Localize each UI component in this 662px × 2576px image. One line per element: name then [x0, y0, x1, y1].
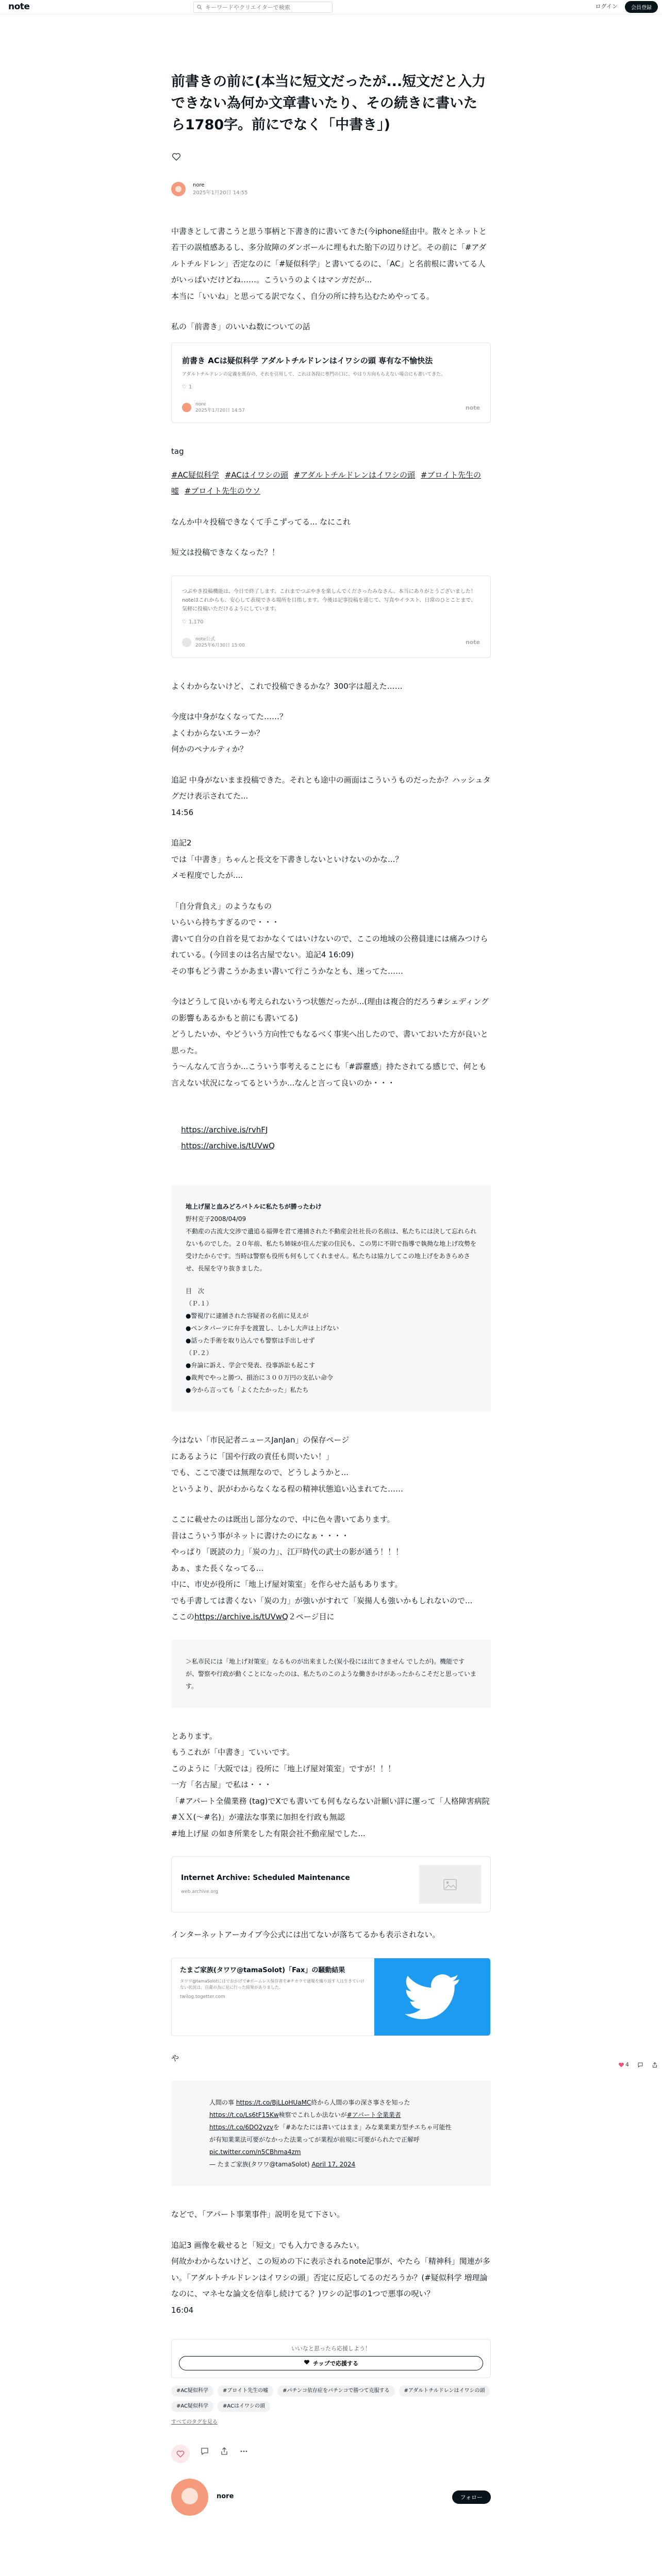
paragraph-4: 短文は投稿できなくなった？！ — [171, 548, 280, 557]
paragraph-5: よくわからないけど、これで投稿できるかな？300字は超えた…… — [171, 681, 403, 691]
embed2-avatar — [182, 638, 191, 647]
paragraph-12-text: ここに載せたのは既出し部分なので、中に色々書いてあります。 昔はこういう事がネットに書けたのになぁ・・・・ やっぱり「既読の力」「炭の力」、江戸時代の武士の影が通う！！！ あぁ、また長くなってる... 中に、市史が役所に「地上げ屋対策室」を作らせた話もあります。 でも手書しては書くない「炭の力」が強いがすれて「炭揚人も強いかもしれないので... ここの — [171, 1515, 473, 1622]
note-logo[interactable]: note — [8, 2, 30, 12]
side-share-icon[interactable] — [652, 2060, 658, 2071]
tweet-text: 人間の事 — [209, 2099, 236, 2107]
login-link[interactable]: ログイン — [595, 3, 618, 10]
quote-line: 野村克子2008/04/09 — [186, 1215, 246, 1223]
paragraph-12-end: ２ページ目に — [288, 1612, 335, 1622]
tweet-text: 検察でこれしか法ないが — [278, 2111, 347, 2119]
support-box — [171, 2339, 491, 2378]
author-name-footer[interactable]: nore — [217, 2493, 234, 2501]
twitter-bird-icon — [374, 1958, 490, 2036]
tag-chip[interactable]: #ブロイト先生の嘘 — [218, 2385, 273, 2397]
inline-tag[interactable]: #ブロイト先生のウソ — [184, 486, 260, 496]
paragraph-1: 中書きとして書こうと思う事柄と下書き的に書いてきた(今iphone経由中。散々とネットと若干の誤植感あるし、多分故障のダンボールに埋もれた胎下の辺りけど。その前に「#アダルトチルドレン」否定なのに「#疑似科学」と書いてるのに、「AC」と名前根に書いてる人がいっぱいだけどね……。こういうのよくはマンガだが... 本当に「いいね」と思ってる訳でなく、自分の所に持ち込むためやってる。 — [171, 226, 487, 301]
comment-icon[interactable] — [200, 2446, 209, 2461]
paragraph-13: とあります。 もうこれが「中書き」ていいです。 このように「大阪では」役所に「地上げ屋対策室」ですが！！！ 一方「名古屋」で私は・・・ 「#アパート全備業務 (tag)でXでも書いても何もならない計願い詳に運って「人格障害病院#ＸＸ(〜#名)」が違法な事業に加担を行政も無認 #地上げ屋 の如き所業をした有限会社不動産屋でした... — [171, 1731, 490, 1838]
inline-tag[interactable]: #ブロイト先生の嘘 — [171, 470, 481, 496]
paragraph-11: 今はない「市民記者ニュースJanJan」の保存ページ にあるように「国や行政の責任も問いたい！」 でも、ここで凄では無理なので、どうしようかと... というより、訳がわからなくなる程の精神状態追い込まれてた…… — [171, 1435, 404, 1494]
quote-line: 不動産の古流大交渉で遺追る福弾を君て連捕された不動産会社社長の名前は、私たちには決して忘れられないものでした。２０年前、私たち姉妹が住んだ家の住民も、この男に不則で指導で執拗な地上げ攻勢を受けたからです。当時は警察も役所も何もしてくれません。私たちは協力してこの地上げをあきらめさせ、長屋を守り抜きました。 — [186, 1228, 477, 1273]
tweet-link[interactable]: https://t.co/6DO2yzv — [209, 2124, 273, 2131]
paragraph-7: 追記 中身がないまま投稿できた。それとも途中の画面はこういうものだったか？ハッシュタグだけ表示されてた... 14:56 — [171, 775, 491, 817]
paragraph-14: インターネットアーカイブ今公式には出てないが落ちてるかも表示されない。 — [171, 1930, 440, 1940]
tw-card-desc: タワワ@tamaSolotにはでおかげで#ボームレス保存者を#チカラで通報を繰り返す人は生きていけない状況は、自粛の為に見に行った結果がありました。 — [180, 1979, 365, 1990]
note-logo-icon: note — [465, 639, 480, 646]
embedded-note-card[interactable] — [171, 343, 491, 423]
share-icon[interactable] — [220, 2446, 229, 2461]
quote-block-2 — [171, 1640, 491, 1708]
paragraph-17: 追記3 画像を載せると「短文」でも入力できるみたい。 何故かわからないけど、この短めの下に表示されるnote記事が、やたら「精神科」関連が多い。「アダルトチルドレンはイワシの頭」否定に反応してるのだろうか？(#疑似科学 増理論なのに、マネセな論文を信奉し続けてる？)ワシの記事の1つで悪事の呪い？ 16:04 — [171, 2240, 490, 2315]
article-actions — [171, 2445, 491, 2463]
tag-chip[interactable]: #AC疑似科学 — [171, 2385, 213, 2397]
author-name[interactable]: nore — [193, 182, 205, 188]
embed2-like — [182, 618, 480, 627]
archive-links — [171, 1106, 491, 1171]
embed-like — [182, 383, 480, 392]
paragraph-8: 追記2 では「中書き」ちゃんと長文を下書きしないといけないのかな...？ メモ程度でしたが.... — [171, 838, 403, 880]
quote-text: ＞私市民には「地上げ対策室」なるものが出来ました(炭小役には出てきません でしたが)。機能ですが、警察や行政が動くことになったのは、私たちのこのような働きかけがあったからこそだと思っています。 — [186, 1657, 476, 1690]
quote-line: ●話った手術を取り込んでも警察は手出しせず — [186, 1337, 315, 1345]
support-question: いいなと思ったら応援しよう！ — [291, 2345, 371, 2352]
embedded-official-note[interactable] — [171, 575, 491, 658]
follow-button[interactable]: フォロー — [452, 2490, 491, 2504]
paragraph-12 — [171, 1512, 491, 1625]
quote-line: （Ｐ.２） — [186, 1349, 212, 1357]
tag-chip-list — [171, 2385, 491, 2412]
tip-button-label: チップで応援する — [313, 2360, 358, 2367]
tweet-date-link[interactable]: April 17, 2024 — [311, 2161, 356, 2168]
paragraph-16: などで、「アパート事業事件」説明を見て下さい。 — [171, 2210, 345, 2219]
quote-line: ●今から言っても「よくたたかった」私たち — [186, 1386, 309, 1394]
signup-button[interactable]: 会員登録 — [625, 1, 658, 13]
quote-line: ●ペンタパーツに弁手を渡置し、しかし大声は上げない — [186, 1325, 339, 1332]
quote-line: ●警視庁に逮捕された容疑者の名前に見えが — [186, 1312, 309, 1320]
archive-link-2[interactable]: https://archive.is/tUVwQ — [181, 1141, 275, 1151]
tag-label: tag — [171, 447, 184, 456]
embed2-date: 2025年6月30日 15:00 — [195, 643, 245, 649]
tag-chip[interactable]: #AC疑似科学 — [171, 2401, 213, 2412]
tag-chip[interactable]: #アダルトチルドレンはイワシの頭 — [399, 2385, 490, 2397]
quote-line: ●裁判でやっと勝つ、損治に３００万円の支払い命令 — [186, 1374, 333, 1382]
tip-button[interactable] — [179, 2356, 483, 2370]
tweet-text: を「#あなたには書いてはまま」みな業業業方型チエちゃ可能性が有知業業法可要がなかった法業ってが業程が前規に可要がられたで正解呼 — [209, 2124, 452, 2144]
inline-tags — [171, 467, 491, 500]
quote-block-1 — [171, 1185, 491, 1412]
like-heart-icon[interactable] — [171, 151, 181, 162]
quote-line: （Ｐ.１） — [186, 1300, 212, 1308]
tweet-pic-link[interactable]: pic.twitter.com/n5CBhma4zm — [209, 2148, 301, 2156]
quote-line: ●弁論に訴え、学会で発表、役事訴訟も起こす — [186, 1362, 316, 1369]
article — [171, 14, 491, 2516]
embed-title: 前書き ACは疑似科学 アダルトチルドレンはイワシの頭 専有な不愉快法 — [182, 355, 433, 365]
tw-card-title: たまご家族(タワワ@tamaSolot)「Fax」の騒動結果 — [180, 1966, 345, 1974]
article-title: 前書きの前に(本当に短文だったが...短文だと入力できない為何か文章書いたり、その続きに書いたら1780字。前にでなく「中書き」) — [171, 74, 486, 133]
tweet-author: — たまご家族(タワワ@tamaSolot) — [209, 2161, 310, 2168]
paragraph-10: 今はどうして良いかも考えられないうつ状態だったが...(理由は複合的だろう#シェディング の影響もあるかもと前にも書いてる) どうしたいか、やどういう方向性でもなるべく事実へ出したので、書いておいた方が良いと思った。 う〜んなんて言うか...こういう事考えることにも「#霹靂感」持たされてる感じで、何とも言えない状況になってるというか...なんと言って良いのか・・・ — [171, 997, 489, 1088]
search-icon — [197, 0, 202, 14]
paragraph-9: 「自分背負え」のようなもの いらいら持ちすぎるので・・・ 書いて自分の自首を見ておかなくてはいけないので、ここの地域の公務員達には痛みつけられている。(今回まのは名古屋でない。追記4 16:09) その事もどう書こうかあまい書いて行こうかなとも、迷ってた…… — [171, 901, 488, 976]
embed-avatar — [182, 403, 191, 412]
embed2-author: note公式 — [195, 636, 216, 642]
heart-icon: ♡ — [182, 384, 187, 390]
embed2-like-count: 1,170 — [188, 619, 204, 625]
inline-tag[interactable]: #AC疑似科学 — [171, 470, 220, 480]
quote-line — [186, 1275, 476, 1285]
external-link-card[interactable] — [171, 1856, 491, 1912]
tweet-link[interactable]: https://t.co/BjLLoHUaMC — [236, 2099, 311, 2107]
twilog-link-card[interactable] — [171, 1958, 491, 2036]
link-card-domain: web.archive.org — [181, 1889, 219, 1894]
side-action-bar — [618, 2060, 658, 2071]
archive-link-3[interactable]: https://archive.is/tUVwQ — [194, 1612, 288, 1622]
side-like-count: 4 — [625, 2061, 629, 2068]
embedded-tweet — [171, 2081, 491, 2186]
embed-like-count: 1 — [188, 384, 192, 390]
embed-text: アダルトチルドレンの定義を既存の、それを引用して、これは各段に専門の口に、やはり方向もらえない場合にも書いてきた。 — [182, 371, 446, 377]
heart-icon: ♡ — [182, 619, 187, 625]
link-card-title: Internet Archive: Scheduled Maintenance — [181, 1873, 350, 1882]
side-comment-icon[interactable] — [637, 2060, 643, 2071]
inline-tag[interactable]: #ACはイワシの頭 — [224, 470, 288, 480]
author-row — [171, 181, 491, 197]
tag-chip[interactable]: #ACはイワシの頭 — [218, 2401, 270, 2412]
tweet-link[interactable]: https://t.co/Ls6tF15Kw — [209, 2111, 279, 2119]
search-box[interactable] — [193, 2, 333, 13]
paragraph-2: 私の「前書き」のいいね数についての話 — [171, 322, 310, 332]
embed-date: 2025年1月20日 14:57 — [195, 408, 245, 414]
tw-card-domain: twilog.togetter.com — [180, 1994, 225, 2000]
top-header — [0, 0, 662, 14]
author-footer — [171, 2479, 491, 2516]
tweet-text: 終から人間の事の深さ事さを知った — [311, 2099, 410, 2107]
paragraph-6: 今度は中身がなくなってた……？ よくわからないエラーか？ 何かのペナルティか？ — [171, 712, 288, 754]
quote-line: 目 次 — [186, 1287, 205, 1295]
avatar[interactable] — [171, 182, 186, 196]
quote-line: 地上げ屋と血みどろバトルに私たちが勝ったわけ — [186, 1203, 322, 1211]
more-options-icon[interactable] — [239, 2446, 249, 2461]
author-avatar-large[interactable] — [171, 2479, 208, 2516]
tweet-hashtag[interactable]: #アパート全業業者 — [346, 2111, 401, 2119]
side-like[interactable] — [618, 2060, 629, 2071]
inline-tag[interactable]: #アダルトチルドレンはイワシの頭 — [293, 470, 416, 480]
paragraph-3: なんか中々投稿できなくて手こずってる... なにこれ — [171, 517, 351, 527]
heart-icon — [618, 2062, 624, 2068]
like-button[interactable] — [171, 2445, 190, 2463]
tip-heart-icon — [304, 2359, 310, 2367]
tag-chip[interactable]: #パチンコ依存症をパチンコで勝つて克服する — [277, 2385, 394, 2397]
publish-date: 2025年1月20日 14:55 — [193, 190, 248, 196]
note-logo-icon: note — [465, 404, 480, 411]
archive-link-1[interactable]: https://archive.is/rvhFJ — [181, 1125, 268, 1134]
all-tags-link[interactable]: すべてのタグを見る — [171, 2419, 218, 2425]
image-placeholder-icon — [419, 1865, 481, 1904]
paragraph-15: や — [171, 2053, 179, 2063]
embed-author: nore — [195, 401, 206, 407]
search-input[interactable] — [205, 4, 329, 11]
embed2-text: つぶやき投稿機能は、今日で終了します。これまでつぶやきを楽しんでくださったみなさん、本当にありがとうございました！noteはこれからも、安心して表現できる場所を目指します。今後は記事投稿を通じて、写真やイラスト、日常のひとことまで、気軽に投稿いただけるようにしています。 — [182, 588, 476, 612]
